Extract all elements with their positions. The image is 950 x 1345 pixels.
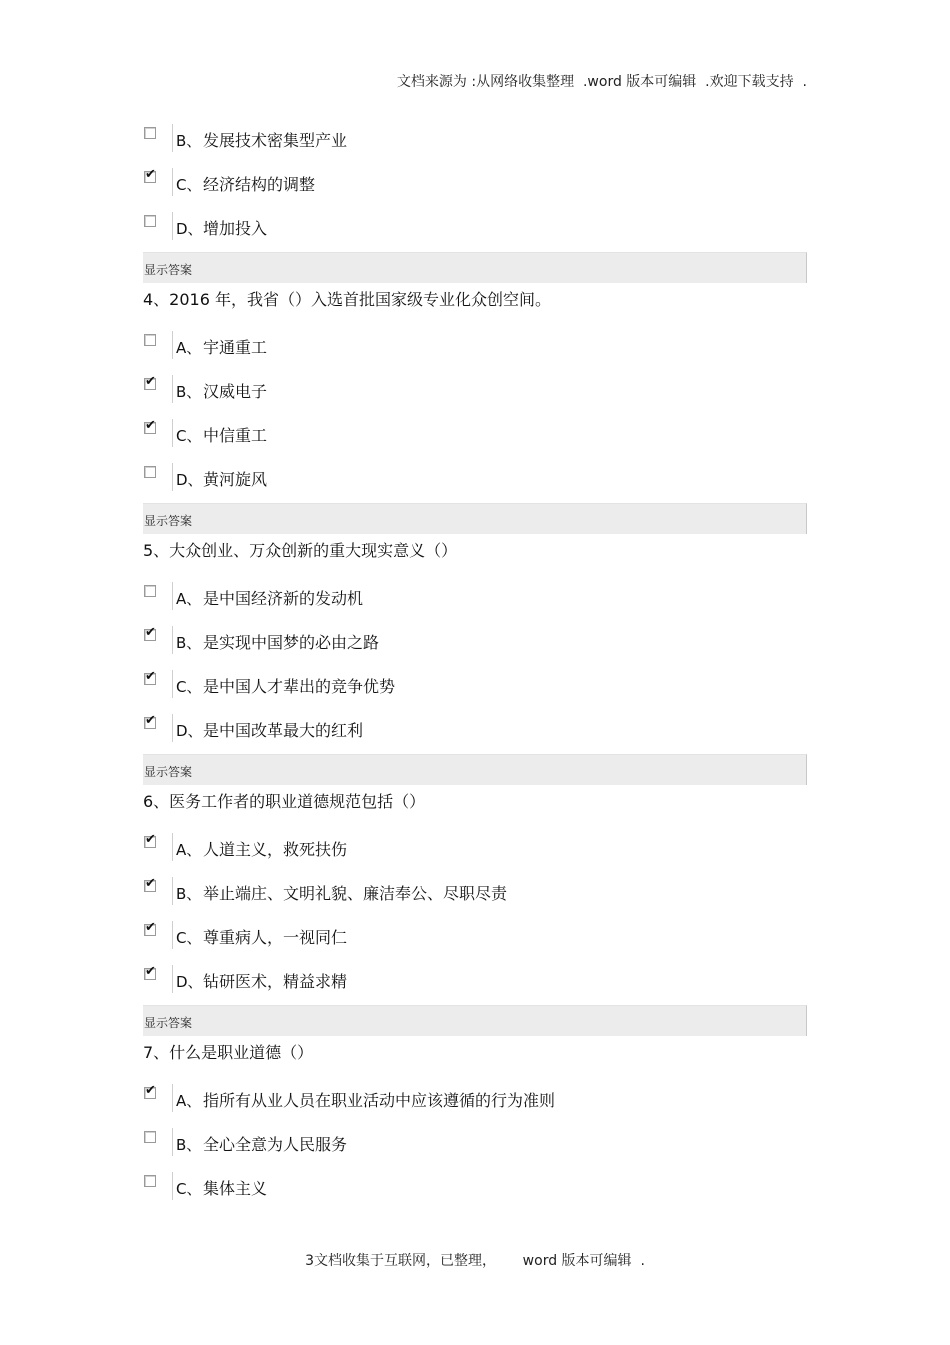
checkbox-checked[interactable] bbox=[144, 876, 156, 892]
option-text: 人道主义，救死扶伤 bbox=[203, 840, 348, 859]
option-divider bbox=[172, 965, 173, 993]
check-icon: ✔ bbox=[145, 167, 156, 182]
option-text: 黄河旋风 bbox=[203, 470, 268, 489]
option-divider bbox=[172, 921, 173, 949]
question-block bbox=[143, 120, 807, 283]
option-row[interactable] bbox=[143, 164, 807, 208]
option-letter: C、 bbox=[176, 176, 202, 194]
option-letter: D、 bbox=[176, 722, 203, 740]
option-text: 集体主义 bbox=[203, 1179, 268, 1198]
option-text: 是中国人才辈出的竞争优势 bbox=[203, 677, 396, 696]
option-row[interactable] bbox=[143, 829, 807, 873]
checkbox-checked[interactable] bbox=[144, 167, 156, 183]
option-letter: B、 bbox=[176, 1136, 202, 1154]
option-divider bbox=[172, 1128, 173, 1156]
option-letter: A、 bbox=[176, 1092, 202, 1110]
option-divider bbox=[172, 331, 173, 359]
checkbox-checked[interactable] bbox=[144, 832, 156, 848]
check-icon: ✔ bbox=[145, 920, 156, 935]
checkbox-checked[interactable] bbox=[144, 669, 156, 685]
option-text: 经济结构的调整 bbox=[203, 175, 316, 194]
option-divider bbox=[172, 124, 173, 152]
option-row[interactable] bbox=[143, 1168, 807, 1212]
question-title: 4、2016 年，我省（）入选首批国家级专业化众创空间。 bbox=[143, 290, 551, 309]
option-divider bbox=[172, 626, 173, 654]
option-letter: B、 bbox=[176, 885, 202, 903]
option-divider bbox=[172, 833, 173, 861]
checkbox-checked[interactable] bbox=[144, 920, 156, 936]
checkbox-checked[interactable] bbox=[144, 964, 156, 980]
option-text: 增加投入 bbox=[203, 219, 268, 238]
option-text: 宇通重工 bbox=[203, 338, 268, 357]
checkbox-unchecked[interactable] bbox=[144, 127, 156, 139]
checkbox-checked[interactable] bbox=[144, 1083, 156, 1099]
option-letter: D、 bbox=[176, 220, 203, 238]
option-letter: A、 bbox=[176, 841, 202, 859]
checkbox-unchecked[interactable] bbox=[144, 334, 156, 346]
option-row[interactable] bbox=[143, 666, 807, 710]
option-text: 汉威电子 bbox=[203, 382, 268, 401]
question-block bbox=[143, 1036, 807, 1212]
option-divider bbox=[172, 168, 173, 196]
option-divider bbox=[172, 714, 173, 742]
check-icon: ✔ bbox=[145, 669, 156, 684]
option-row[interactable] bbox=[143, 120, 807, 164]
option-letter: A、 bbox=[176, 590, 202, 608]
option-row[interactable] bbox=[143, 208, 807, 252]
checkbox-unchecked[interactable] bbox=[144, 585, 156, 597]
option-letter: B、 bbox=[176, 132, 202, 150]
option-divider bbox=[172, 375, 173, 403]
check-icon: ✔ bbox=[145, 832, 156, 847]
option-text: 是中国经济新的发动机 bbox=[203, 589, 364, 608]
option-letter: B、 bbox=[176, 634, 202, 652]
option-text: 是中国改革最大的红利 bbox=[203, 721, 364, 740]
option-row[interactable] bbox=[143, 371, 807, 415]
question-block bbox=[143, 785, 807, 1036]
option-divider bbox=[172, 582, 173, 610]
option-letter: C、 bbox=[176, 1180, 202, 1198]
question-title: 7、什么是职业道德（） bbox=[143, 1043, 314, 1062]
option-text: 是实现中国梦的必由之路 bbox=[203, 633, 380, 652]
option-divider bbox=[172, 1084, 173, 1112]
check-icon: ✔ bbox=[145, 964, 156, 979]
check-icon: ✔ bbox=[145, 876, 156, 891]
checkbox-checked[interactable] bbox=[144, 418, 156, 434]
question-title: 5、大众创业、万众创新的重大现实意义（） bbox=[143, 541, 458, 560]
option-row[interactable] bbox=[143, 1080, 807, 1124]
option-row[interactable] bbox=[143, 415, 807, 459]
option-letter: C、 bbox=[176, 929, 202, 947]
question-block bbox=[143, 534, 807, 785]
option-letter: B、 bbox=[176, 383, 202, 401]
option-text: 举止端庄、文明礼貌、廉洁奉公、尽职尽责 bbox=[203, 884, 508, 903]
option-divider bbox=[172, 670, 173, 698]
option-text: 尊重病人，一视同仁 bbox=[203, 928, 348, 947]
option-letter: D、 bbox=[176, 973, 203, 991]
checkbox-checked[interactable] bbox=[144, 713, 156, 729]
option-row[interactable] bbox=[143, 622, 807, 666]
option-letter: C、 bbox=[176, 427, 202, 445]
option-divider bbox=[172, 463, 173, 491]
question-title: 6、医务工作者的职业道德规范包括（） bbox=[143, 792, 426, 811]
checkbox-unchecked[interactable] bbox=[144, 466, 156, 478]
option-row[interactable] bbox=[143, 327, 807, 371]
option-text: 发展技术密集型产业 bbox=[203, 131, 348, 150]
show-answer-button[interactable]: 显示答案 bbox=[143, 252, 807, 283]
option-letter: C、 bbox=[176, 678, 202, 696]
option-row[interactable] bbox=[143, 917, 807, 961]
show-answer-button[interactable]: 显示答案 bbox=[143, 503, 807, 534]
question-block bbox=[143, 283, 807, 534]
question-list bbox=[143, 120, 807, 1212]
checkbox-checked[interactable] bbox=[144, 374, 156, 390]
option-text: 全心全意为人民服务 bbox=[203, 1135, 348, 1154]
checkbox-unchecked[interactable] bbox=[144, 1131, 156, 1143]
check-icon: ✔ bbox=[145, 374, 156, 389]
option-divider bbox=[172, 212, 173, 240]
checkbox-checked[interactable] bbox=[144, 625, 156, 641]
option-row[interactable] bbox=[143, 1124, 807, 1168]
check-icon: ✔ bbox=[145, 1083, 156, 1098]
option-row[interactable] bbox=[143, 459, 807, 503]
option-text: 中信重工 bbox=[203, 426, 268, 445]
option-text: 指所有从业人员在职业活动中应该遵循的行为准则 bbox=[203, 1091, 556, 1110]
option-letter: D、 bbox=[176, 471, 203, 489]
option-row[interactable] bbox=[143, 578, 807, 622]
option-row[interactable] bbox=[143, 873, 807, 917]
check-icon: ✔ bbox=[145, 713, 156, 728]
checkbox-unchecked[interactable] bbox=[144, 215, 156, 227]
show-answer-button[interactable]: 显示答案 bbox=[143, 754, 807, 785]
footer-note: 3文档收集于互联网，已整理， word 版本可编辑 . bbox=[305, 1253, 645, 1269]
header-note: 文档来源为 :从网络收集整理 .word 版本可编辑 .欢迎下载支持 . bbox=[396, 74, 807, 90]
show-answer-button[interactable]: 显示答案 bbox=[143, 1005, 807, 1036]
option-letter: A、 bbox=[176, 339, 202, 357]
check-icon: ✔ bbox=[145, 418, 156, 433]
option-divider bbox=[172, 1172, 173, 1200]
option-divider bbox=[172, 419, 173, 447]
option-divider bbox=[172, 877, 173, 905]
check-icon: ✔ bbox=[145, 625, 156, 640]
checkbox-unchecked[interactable] bbox=[144, 1175, 156, 1187]
option-row[interactable] bbox=[143, 961, 807, 1005]
option-text: 钻研医术，精益求精 bbox=[203, 972, 348, 991]
option-row[interactable] bbox=[143, 710, 807, 754]
